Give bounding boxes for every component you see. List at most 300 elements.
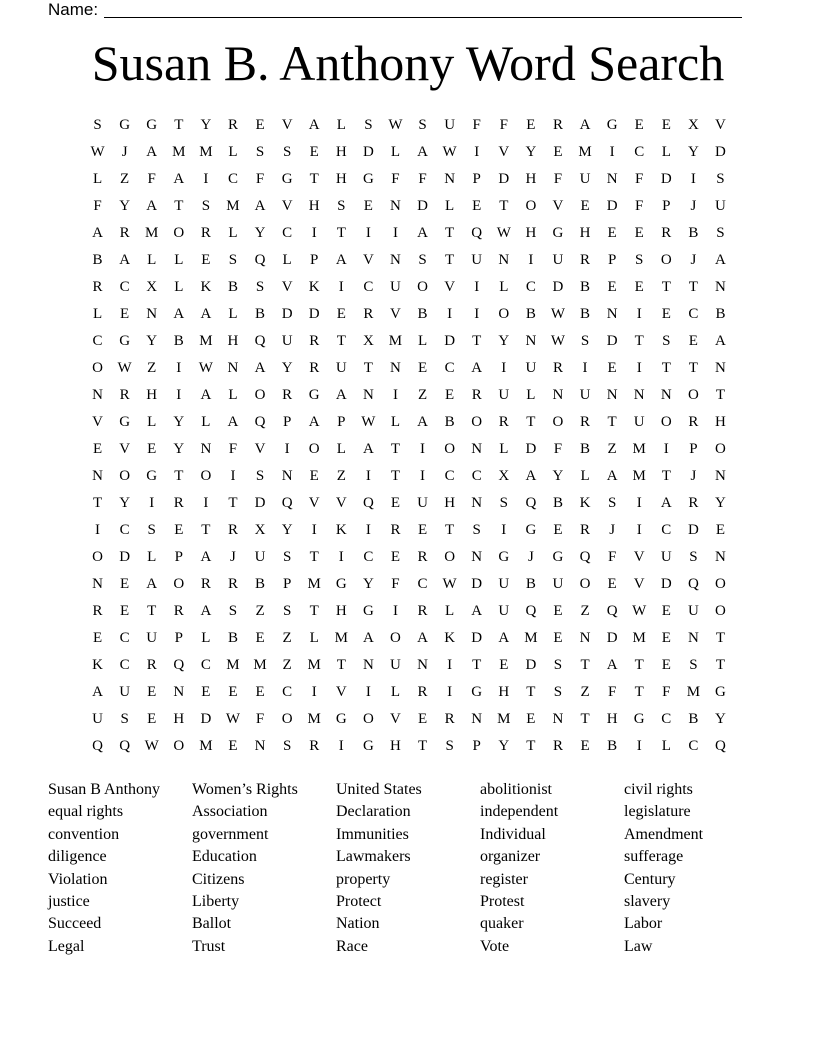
grid-letter[interactable]: I [203, 495, 209, 511]
grid-letter[interactable]: E [580, 198, 590, 214]
grid-letter[interactable]: Y [687, 144, 699, 160]
grid-letter[interactable]: E [553, 603, 563, 619]
grid-letter[interactable]: G [335, 711, 347, 727]
grid-letter[interactable]: F [635, 198, 644, 214]
grid-letter[interactable]: O [660, 414, 672, 430]
grid-letter[interactable]: M [524, 630, 538, 646]
grid-letter[interactable]: I [609, 144, 615, 160]
grid-letter[interactable]: Y [146, 333, 158, 349]
grid-letter[interactable]: F [255, 711, 265, 727]
grid-letter[interactable]: Z [255, 603, 265, 619]
grid-letter[interactable]: E [715, 522, 726, 538]
grid-letter[interactable]: A [362, 441, 374, 457]
grid-letter[interactable]: U [471, 252, 483, 268]
grid-letter[interactable]: T [661, 468, 671, 484]
grid-letter[interactable]: O [444, 441, 456, 457]
grid-letter[interactable]: E [607, 576, 617, 592]
grid-letter[interactable]: D [200, 711, 212, 727]
grid-letter[interactable]: C [200, 657, 211, 673]
grid-letter[interactable]: K [444, 630, 456, 646]
grid-letter[interactable]: D [525, 657, 537, 673]
grid-letter[interactable]: U [579, 171, 591, 187]
grid-letter[interactable]: L [228, 225, 238, 241]
grid-letter[interactable]: F [255, 171, 265, 187]
grid-letter[interactable]: I [447, 657, 453, 673]
grid-letter[interactable]: L [445, 198, 455, 214]
grid-letter[interactable]: A [417, 225, 428, 241]
grid-letter[interactable]: I [176, 360, 182, 376]
grid-letter[interactable]: S [120, 711, 129, 727]
grid-letter[interactable]: G [119, 333, 131, 349]
grid-letter[interactable]: L [390, 414, 401, 430]
grid-letter[interactable]: E [634, 117, 644, 133]
grid-letter[interactable]: E [553, 630, 563, 646]
grid-letter[interactable]: R [92, 603, 103, 619]
grid-letter[interactable]: C [282, 225, 293, 241]
grid-letter[interactable]: L [282, 252, 292, 268]
grid-letter[interactable]: D [471, 576, 483, 592]
grid-letter[interactable]: N [281, 468, 293, 484]
name-blank-line[interactable] [104, 0, 742, 18]
grid-letter[interactable]: B [580, 306, 591, 322]
grid-letter[interactable]: O [173, 576, 185, 592]
grid-letter[interactable]: E [147, 711, 157, 727]
grid-letter[interactable]: D [417, 198, 428, 214]
grid-letter[interactable]: X [498, 468, 510, 484]
grid-letter[interactable]: O [525, 198, 537, 214]
grid-letter[interactable]: U [579, 387, 591, 403]
grid-letter[interactable]: L [499, 279, 509, 295]
grid-letter[interactable]: N [471, 711, 483, 727]
grid-letter[interactable]: G [119, 414, 131, 430]
grid-letter[interactable]: G [606, 117, 618, 133]
grid-letter[interactable]: R [309, 333, 320, 349]
grid-letter[interactable]: U [92, 711, 103, 727]
grid-letter[interactable]: D [281, 306, 293, 322]
grid-letter[interactable]: A [606, 657, 618, 673]
grid-letter[interactable]: G [335, 576, 347, 592]
grid-letter[interactable]: A [362, 630, 374, 646]
grid-letter[interactable]: O [417, 279, 428, 295]
grid-letter[interactable]: M [686, 684, 701, 700]
grid-letter[interactable]: M [199, 144, 213, 160]
grid-letter[interactable]: T [336, 657, 346, 673]
grid-letter[interactable]: O [471, 414, 483, 430]
grid-letter[interactable]: N [471, 495, 483, 511]
grid-letter[interactable]: S [716, 225, 725, 241]
grid-letter[interactable]: R [282, 387, 293, 403]
grid-letter[interactable]: T [688, 360, 698, 376]
grid-letter[interactable]: L [228, 144, 238, 160]
grid-letter[interactable]: E [120, 306, 130, 322]
grid-letter[interactable]: J [527, 549, 534, 565]
grid-letter[interactable]: T [526, 684, 536, 700]
grid-letter[interactable]: S [689, 549, 698, 565]
grid-letter[interactable]: R [92, 279, 103, 295]
grid-letter[interactable]: N [715, 549, 726, 565]
grid-letter[interactable]: L [174, 252, 184, 268]
grid-letter[interactable]: I [636, 522, 642, 538]
grid-letter[interactable]: I [311, 225, 317, 241]
grid-letter[interactable]: F [147, 171, 156, 187]
grid-letter[interactable]: H [335, 144, 347, 160]
grid-letter[interactable]: Y [498, 738, 510, 754]
grid-letter[interactable]: B [552, 495, 563, 511]
grid-letter[interactable]: U [660, 549, 672, 565]
grid-letter[interactable]: K [335, 522, 347, 538]
grid-letter[interactable]: O [715, 441, 726, 457]
grid-letter[interactable]: O [498, 306, 510, 322]
grid-letter[interactable]: G [552, 549, 564, 565]
grid-letter[interactable]: W [144, 738, 159, 754]
grid-letter[interactable]: T [526, 414, 536, 430]
grid-letter[interactable]: J [609, 522, 616, 538]
grid-letter[interactable]: S [337, 198, 346, 214]
grid-letter[interactable]: L [336, 441, 346, 457]
grid-letter[interactable]: A [146, 198, 158, 214]
grid-letter[interactable]: C [444, 360, 455, 376]
grid-letter[interactable]: N [687, 630, 699, 646]
grid-letter[interactable]: E [201, 252, 211, 268]
grid-letter[interactable]: U [417, 495, 428, 511]
grid-letter[interactable]: I [149, 495, 155, 511]
grid-letter[interactable]: V [390, 711, 401, 727]
grid-letter[interactable]: N [362, 657, 374, 673]
grid-letter[interactable]: E [553, 522, 563, 538]
grid-letter[interactable]: R [200, 576, 211, 592]
grid-letter[interactable]: O [92, 549, 103, 565]
grid-letter[interactable]: C [661, 711, 672, 727]
grid-letter[interactable]: Z [120, 171, 130, 187]
grid-letter[interactable]: Y [254, 225, 266, 241]
grid-letter[interactable]: G [119, 117, 131, 133]
grid-letter[interactable]: S [282, 603, 292, 619]
grid-letter[interactable]: G [362, 603, 374, 619]
grid-letter[interactable]: T [147, 603, 157, 619]
grid-letter[interactable]: G [498, 549, 510, 565]
grid-letter[interactable]: Q [173, 657, 185, 673]
grid-letter[interactable]: G [146, 117, 158, 133]
grid-letter[interactable]: U [498, 603, 510, 619]
grid-letter[interactable]: C [363, 549, 374, 565]
grid-letter[interactable]: Q [281, 495, 293, 511]
grid-letter[interactable]: I [95, 522, 101, 538]
grid-letter[interactable]: M [632, 630, 646, 646]
grid-letter[interactable]: R [688, 414, 699, 430]
grid-letter[interactable]: N [715, 279, 726, 295]
grid-letter[interactable]: U [498, 576, 510, 592]
grid-letter[interactable]: B [688, 225, 699, 241]
grid-letter[interactable]: P [174, 630, 183, 646]
grid-letter[interactable]: C [119, 630, 130, 646]
grid-letter[interactable]: R [580, 252, 591, 268]
grid-letter[interactable]: E [174, 522, 184, 538]
grid-letter[interactable]: W [117, 360, 132, 376]
grid-letter[interactable]: B [607, 738, 618, 754]
grid-letter[interactable]: C [661, 522, 672, 538]
grid-letter[interactable]: N [715, 468, 726, 484]
grid-letter[interactable]: T [580, 657, 590, 673]
grid-letter[interactable]: N [660, 387, 672, 403]
grid-letter[interactable]: V [390, 306, 401, 322]
grid-letter[interactable]: R [227, 117, 238, 133]
grid-letter[interactable]: E [526, 117, 536, 133]
grid-letter[interactable]: A [200, 306, 212, 322]
grid-letter[interactable]: H [525, 171, 537, 187]
grid-letter[interactable]: E [147, 684, 157, 700]
grid-letter[interactable]: M [253, 657, 267, 673]
grid-letter[interactable]: B [255, 306, 266, 322]
grid-letter[interactable]: M [307, 576, 321, 592]
grid-letter[interactable]: N [525, 333, 537, 349]
grid-letter[interactable]: O [92, 360, 103, 376]
grid-letter[interactable]: D [687, 522, 699, 538]
grid-letter[interactable]: S [228, 252, 238, 268]
grid-letter[interactable]: C [227, 171, 238, 187]
grid-letter[interactable]: F [662, 684, 671, 700]
grid-letter[interactable]: V [119, 441, 131, 457]
grid-letter[interactable]: L [445, 603, 455, 619]
grid-letter[interactable]: N [715, 360, 726, 376]
grid-letter[interactable]: D [715, 144, 726, 160]
grid-letter[interactable]: T [336, 225, 346, 241]
grid-letter[interactable]: Q [606, 603, 618, 619]
grid-letter[interactable]: C [119, 522, 130, 538]
grid-letter[interactable]: L [526, 387, 536, 403]
grid-letter[interactable]: E [92, 441, 103, 457]
grid-letter[interactable]: I [365, 522, 371, 538]
grid-letter[interactable]: I [392, 603, 398, 619]
grid-letter[interactable]: I [636, 306, 642, 322]
grid-letter[interactable]: E [607, 279, 617, 295]
grid-letter[interactable]: S [580, 333, 590, 349]
grid-letter[interactable]: S [553, 657, 563, 673]
grid-letter[interactable]: L [201, 630, 211, 646]
grid-letter[interactable]: M [145, 225, 159, 241]
grid-letter[interactable]: C [282, 684, 293, 700]
grid-letter[interactable]: E [147, 441, 157, 457]
grid-letter[interactable]: T [174, 198, 184, 214]
grid-letter[interactable]: E [417, 360, 428, 376]
grid-letter[interactable]: U [552, 576, 564, 592]
grid-letter[interactable]: E [309, 468, 319, 484]
grid-letter[interactable]: E [255, 117, 265, 133]
grid-letter[interactable]: R [552, 117, 563, 133]
grid-letter[interactable]: M [632, 468, 646, 484]
grid-letter[interactable]: I [528, 252, 534, 268]
grid-letter[interactable]: R [119, 387, 130, 403]
grid-letter[interactable]: R [661, 225, 672, 241]
grid-letter[interactable]: T [309, 171, 319, 187]
grid-letter[interactable]: B [715, 306, 726, 322]
grid-letter[interactable]: L [309, 630, 319, 646]
grid-letter[interactable]: U [444, 117, 456, 133]
grid-letter[interactable]: G [525, 522, 537, 538]
grid-letter[interactable]: Q [254, 414, 266, 430]
grid-letter[interactable]: A [606, 468, 618, 484]
grid-letter[interactable]: G [552, 225, 564, 241]
grid-letter[interactable]: E [661, 630, 671, 646]
grid-letter[interactable]: S [282, 144, 292, 160]
grid-letter[interactable]: O [119, 468, 131, 484]
grid-letter[interactable]: N [92, 576, 103, 592]
grid-letter[interactable]: Z [580, 684, 590, 700]
grid-letter[interactable]: U [119, 684, 131, 700]
grid-letter[interactable]: A [417, 630, 428, 646]
grid-letter[interactable]: B [173, 333, 184, 349]
grid-letter[interactable]: G [362, 738, 374, 754]
grid-letter[interactable]: V [552, 198, 564, 214]
grid-letter[interactable]: A [525, 468, 537, 484]
grid-letter[interactable]: E [445, 387, 455, 403]
grid-letter[interactable]: M [307, 711, 321, 727]
grid-letter[interactable]: R [580, 522, 591, 538]
grid-letter[interactable]: T [715, 387, 726, 403]
grid-letter[interactable]: U [254, 549, 266, 565]
grid-letter[interactable]: I [474, 306, 480, 322]
grid-letter[interactable]: V [335, 495, 347, 511]
grid-letter[interactable]: A [579, 117, 591, 133]
grid-letter[interactable]: T [634, 657, 644, 673]
grid-letter[interactable]: R [309, 738, 320, 754]
grid-letter[interactable]: U [552, 252, 564, 268]
grid-letter[interactable]: T [174, 468, 184, 484]
grid-letter[interactable]: T [309, 549, 319, 565]
grid-letter[interactable]: I [284, 441, 290, 457]
grid-letter[interactable]: C [119, 279, 130, 295]
grid-letter[interactable]: Y [281, 522, 293, 538]
grid-letter[interactable]: K [579, 495, 591, 511]
grid-letter[interactable]: N [227, 360, 239, 376]
grid-letter[interactable]: H [715, 414, 726, 430]
grid-letter[interactable]: N [390, 198, 401, 214]
grid-letter[interactable]: N [579, 630, 591, 646]
grid-letter[interactable]: O [579, 576, 591, 592]
grid-letter[interactable]: U [146, 630, 158, 646]
grid-letter[interactable]: S [499, 495, 508, 511]
grid-letter[interactable]: E [472, 198, 482, 214]
grid-letter[interactable]: Z [147, 360, 157, 376]
grid-letter[interactable]: R [200, 225, 211, 241]
grid-letter[interactable]: R [417, 549, 428, 565]
grid-letter[interactable]: E [336, 306, 346, 322]
grid-letter[interactable]: A [660, 495, 672, 511]
grid-letter[interactable]: N [633, 387, 645, 403]
grid-letter[interactable]: R [417, 603, 428, 619]
grid-letter[interactable]: V [362, 252, 374, 268]
grid-letter[interactable]: I [501, 522, 507, 538]
grid-letter[interactable]: N [606, 306, 618, 322]
grid-letter[interactable]: K [92, 657, 103, 673]
grid-letter[interactable]: Y [552, 468, 564, 484]
grid-letter[interactable]: B [525, 306, 536, 322]
grid-letter[interactable]: M [199, 738, 213, 754]
grid-letter[interactable]: W [388, 117, 403, 133]
grid-letter[interactable]: M [307, 657, 321, 673]
grid-letter[interactable]: U [390, 657, 401, 673]
grid-letter[interactable]: N [606, 387, 618, 403]
grid-letter[interactable]: N [417, 657, 428, 673]
grid-letter[interactable]: D [525, 441, 537, 457]
grid-letter[interactable]: Z [607, 441, 617, 457]
grid-letter[interactable]: M [226, 198, 240, 214]
grid-letter[interactable]: P [689, 441, 698, 457]
grid-letter[interactable]: Q [254, 333, 266, 349]
grid-letter[interactable]: I [176, 387, 182, 403]
grid-letter[interactable]: T [472, 657, 482, 673]
grid-letter[interactable]: L [174, 279, 184, 295]
grid-letter[interactable]: T [309, 603, 319, 619]
grid-letter[interactable]: X [254, 522, 266, 538]
grid-letter[interactable]: O [715, 576, 726, 592]
grid-letter[interactable]: S [662, 333, 671, 349]
grid-letter[interactable]: F [553, 171, 563, 187]
grid-letter[interactable]: M [632, 441, 646, 457]
grid-letter[interactable]: V [633, 576, 645, 592]
grid-letter[interactable]: O [173, 738, 185, 754]
grid-letter[interactable]: C [525, 279, 536, 295]
grid-letter[interactable]: W [496, 225, 511, 241]
grid-letter[interactable]: N [471, 441, 483, 457]
grid-letter[interactable]: I [311, 522, 317, 538]
grid-letter[interactable]: O [362, 711, 374, 727]
grid-letter[interactable]: Y [119, 198, 131, 214]
grid-letter[interactable]: O [308, 441, 320, 457]
grid-letter[interactable]: T [526, 738, 536, 754]
grid-letter[interactable]: A [308, 414, 320, 430]
grid-letter[interactable]: R [173, 603, 184, 619]
grid-letter[interactable]: Y [715, 711, 726, 727]
grid-letter[interactable]: S [255, 279, 265, 295]
grid-letter[interactable]: T [580, 711, 590, 727]
grid-letter[interactable]: A [254, 198, 266, 214]
grid-letter[interactable]: E [580, 738, 590, 754]
grid-letter[interactable]: K [308, 279, 320, 295]
grid-letter[interactable]: I [338, 549, 344, 565]
grid-letter[interactable]: E [661, 603, 671, 619]
grid-letter[interactable]: F [228, 441, 238, 457]
grid-letter[interactable]: U [525, 360, 537, 376]
grid-letter[interactable]: B [227, 279, 238, 295]
grid-letter[interactable]: O [173, 225, 185, 241]
grid-letter[interactable]: T [715, 630, 726, 646]
grid-letter[interactable]: W [225, 711, 241, 727]
grid-letter[interactable]: L [228, 387, 238, 403]
grid-letter[interactable]: D [660, 171, 672, 187]
grid-letter[interactable]: E [417, 522, 428, 538]
grid-letter[interactable]: H [606, 711, 618, 727]
grid-letter[interactable]: H [390, 738, 401, 754]
grid-letter[interactable]: D [660, 576, 672, 592]
grid-letter[interactable]: I [365, 225, 371, 241]
grid-letter[interactable]: T [390, 468, 401, 484]
grid-letter[interactable]: E [661, 117, 671, 133]
grid-letter[interactable]: S [445, 738, 454, 754]
grid-letter[interactable]: E [634, 279, 644, 295]
grid-letter[interactable]: D [552, 279, 564, 295]
grid-letter[interactable]: D [254, 495, 266, 511]
grid-letter[interactable]: C [119, 657, 130, 673]
grid-letter[interactable]: F [472, 117, 481, 133]
grid-letter[interactable]: I [392, 387, 398, 403]
grid-letter[interactable]: B [255, 576, 266, 592]
grid-letter[interactable]: Z [336, 468, 346, 484]
grid-letter[interactable]: L [228, 306, 238, 322]
grid-letter[interactable]: W [361, 414, 376, 430]
grid-letter[interactable]: N [390, 360, 401, 376]
grid-letter[interactable]: T [661, 279, 671, 295]
grid-letter[interactable]: E [607, 225, 617, 241]
